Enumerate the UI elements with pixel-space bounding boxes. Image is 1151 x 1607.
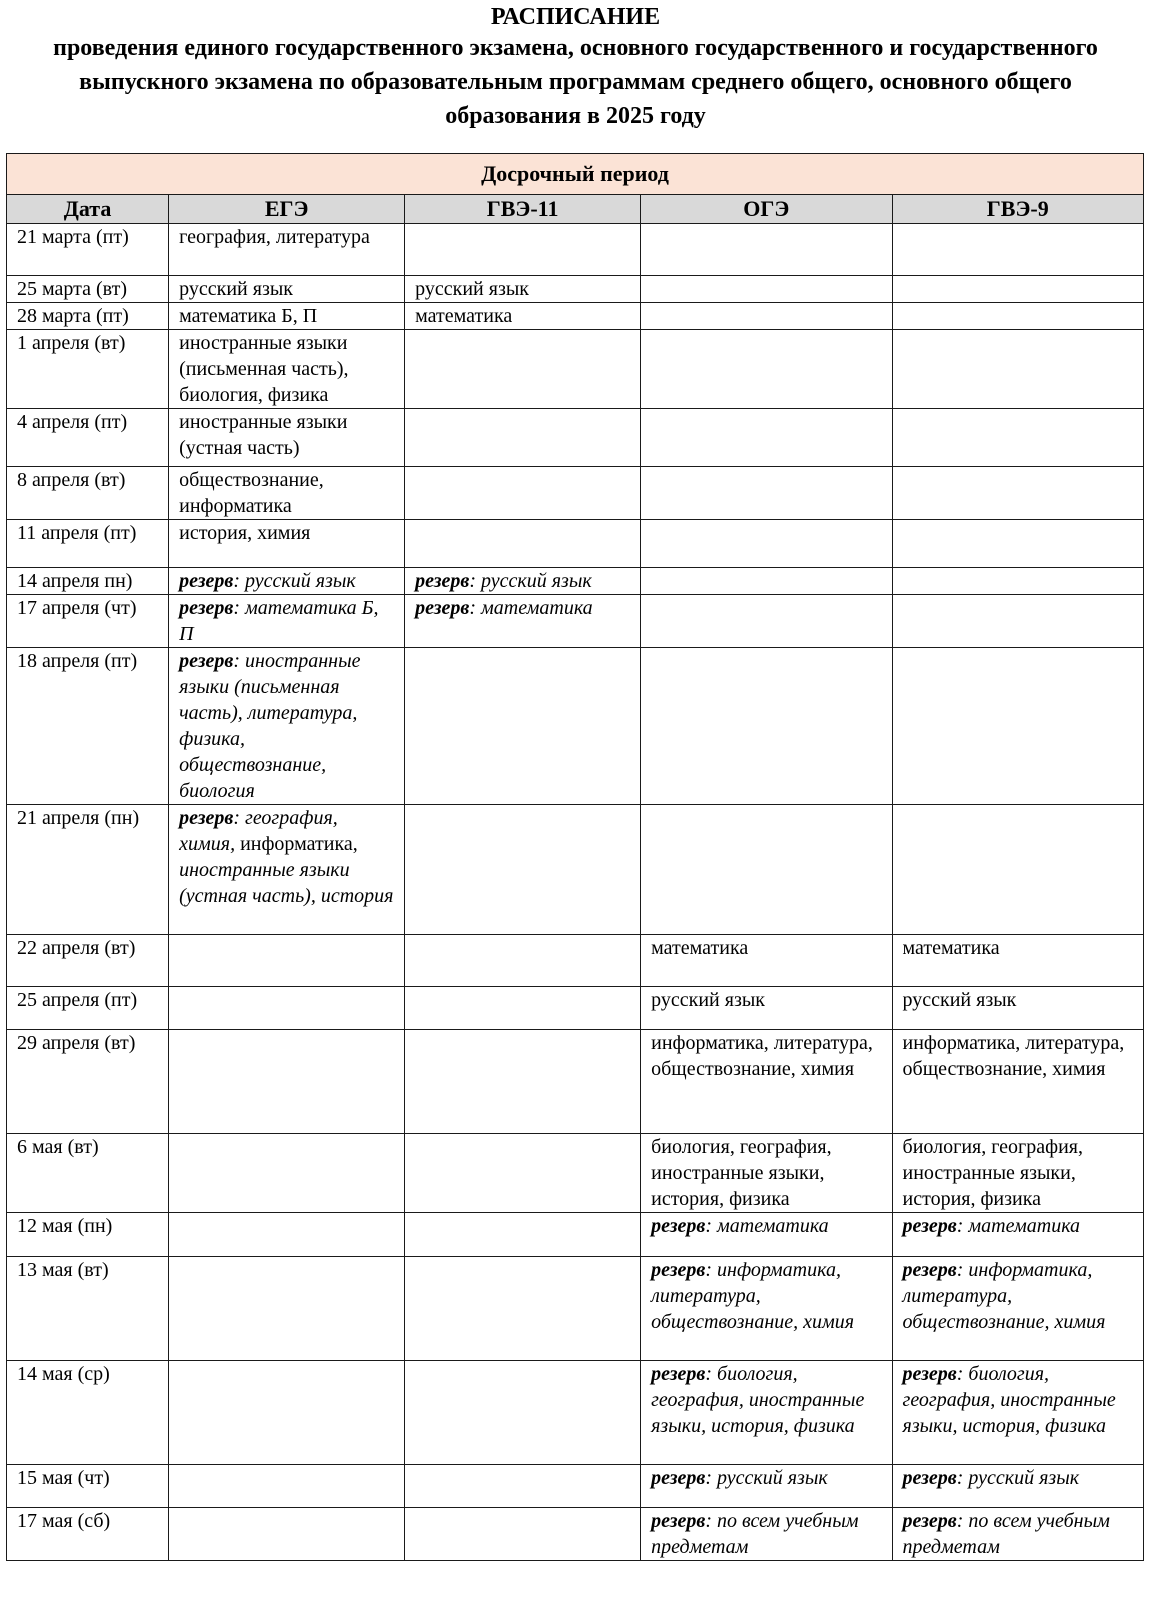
table-row [7,805,1144,935]
gve9-cell [892,409,1143,467]
reserve-label: резерв [179,807,234,829]
ege-cell [169,1361,405,1465]
gve11-cell [405,1361,641,1465]
table-row [7,303,1144,330]
period-row [7,154,1144,195]
date-cell: 17 мая (сб) [7,1508,169,1561]
oge-cell: математика [641,935,892,987]
ege-cell: резерв: математика Б, П [169,595,405,648]
column-header-gve11: ГВЭ-11 [405,195,641,224]
gve9-cell: русский язык [892,987,1143,1030]
date-cell: 13 мая (вт) [7,1257,169,1361]
ege-cell: иностранные языки (устная часть) [169,409,405,467]
gve9-cell [892,595,1143,648]
date-cell: 11 апреля (пт) [7,520,169,568]
ege-cell: иностранные языки (письменная часть), биология, физика [169,330,405,409]
table-row [7,330,1144,409]
date-cell: 1 апреля (вт) [7,330,169,409]
gve9-cell: резерв: математика [892,1213,1143,1257]
date-cell: 14 апреля пн) [7,568,169,595]
gve9-cell [892,805,1143,935]
ege-cell: обществознание, информатика [169,467,405,520]
date-cell: 25 апреля (пт) [7,987,169,1030]
gve9-cell [892,467,1143,520]
gve9-cell: биология, география, иностранные языки, история, физика [892,1134,1143,1213]
table-row [7,409,1144,467]
table-row [7,987,1144,1030]
reserve-label: резерв [902,1259,957,1281]
gve11-cell [405,1134,641,1213]
table-row [7,568,1144,595]
gve9-cell [892,330,1143,409]
oge-cell: русский язык [641,987,892,1030]
gve11-cell [405,330,641,409]
date-cell: 12 мая (пн) [7,1213,169,1257]
reserve-label: резерв [415,570,470,592]
gve11-cell [405,520,641,568]
reserve-label: резерв [902,1467,957,1489]
oge-cell: резерв: русский язык [641,1465,892,1508]
table-row [7,1257,1144,1361]
column-header-gve9: ГВЭ-9 [892,195,1143,224]
column-header-ege: ЕГЭ [169,195,405,224]
ege-cell: резерв: русский язык [169,568,405,595]
document-title: РАСПИСАНИЕ [490,4,661,30]
oge-cell [641,224,892,276]
table-row [7,467,1144,520]
gve9-cell: математика [892,935,1143,987]
table-row [7,595,1144,648]
gve11-cell: математика [405,303,641,330]
gve9-cell: резерв: русский язык [892,1465,1143,1508]
gve11-cell [405,1257,641,1361]
table-row [7,648,1144,805]
date-cell: 29 апреля (вт) [7,1030,169,1134]
reserve-label: резерв [179,650,234,672]
table-row [7,935,1144,987]
ege-cell [169,987,405,1030]
column-header-row [7,195,1144,224]
date-cell: 18 апреля (пт) [7,648,169,805]
date-cell: 22 апреля (вт) [7,935,169,987]
gve11-cell [405,805,641,935]
table-row [7,1134,1144,1213]
oge-cell [641,276,892,303]
ege-cell [169,1134,405,1213]
ege-cell: история, химия [169,520,405,568]
date-cell: 25 марта (вт) [7,276,169,303]
table-row [7,1465,1144,1508]
gve11-cell [405,648,641,805]
date-cell: 15 мая (чт) [7,1465,169,1508]
column-header-date: Дата [7,195,169,224]
oge-cell: информатика, литература, обществознание, химия [641,1030,892,1134]
gve9-cell: информатика, литература, обществознание, химия [892,1030,1143,1134]
table-row [7,1030,1144,1134]
gve11-cell [405,987,641,1030]
date-cell: 6 мая (вт) [7,1134,169,1213]
date-cell: 4 апреля (пт) [7,409,169,467]
reserve-label: резерв [179,570,234,592]
oge-cell [641,648,892,805]
table-row [7,520,1144,568]
ege-cell: география, литература [169,224,405,276]
table-row [7,1213,1144,1257]
table-row [7,1508,1144,1561]
gve11-cell [405,467,641,520]
gve11-cell [405,1213,641,1257]
period-header: Досрочный период [7,154,1144,195]
oge-cell: биология, география, иностранные языки, история, физика [641,1134,892,1213]
gve11-cell [405,935,641,987]
gve11-cell [405,1465,641,1508]
reserve-label: резерв [179,597,234,619]
reserve-label: резерв [902,1363,957,1385]
ege-cell [169,1508,405,1561]
ege-cell: резерв: иностранные языки (письменная часть), литература, физика, обществознание, биология [169,648,405,805]
gve11-cell [405,1508,641,1561]
ege-cell: резерв: география, химия, информатика, иностранные языки (устная часть), история [169,805,405,935]
reserve-label: резерв [651,1467,706,1489]
document-header [0,4,1151,133]
oge-cell [641,595,892,648]
table-row [7,224,1144,276]
reserve-label: резерв [651,1363,706,1385]
oge-cell [641,409,892,467]
oge-cell: резерв: математика [641,1213,892,1257]
gve11-cell [405,1030,641,1134]
gve9-cell: резерв: по всем учебным предметам [892,1508,1143,1561]
ege-cell [169,1213,405,1257]
gve11-cell: русский язык [405,276,641,303]
ege-cell [169,1465,405,1508]
oge-cell [641,520,892,568]
reserve-label: резерв [902,1215,957,1237]
oge-cell: резерв: биология, география, иностранные языки, история, физика [641,1361,892,1465]
table-row [7,1361,1144,1465]
gve11-cell [405,409,641,467]
ege-cell: математика Б, П [169,303,405,330]
date-cell: 17 апреля (чт) [7,595,169,648]
schedule-table [6,153,1144,1561]
oge-cell [641,303,892,330]
gve9-cell: резерв: биология, география, иностранные языки, история, физика [892,1361,1143,1465]
gve9-cell [892,648,1143,805]
date-cell: 21 марта (пт) [7,224,169,276]
date-cell: 28 марта (пт) [7,303,169,330]
gve9-cell [892,568,1143,595]
gve9-cell: резерв: информатика, литература, обществознание, химия [892,1257,1143,1361]
gve9-cell [892,276,1143,303]
ege-cell [169,1257,405,1361]
reserve-label: резерв [902,1510,957,1532]
document-subtitle: проведения единого государственного экзамена, основного государственного и государственного выпускного экзамена по образовательным программам среднего общего, основного общего образования в 2025 году [53,35,1098,129]
oge-cell [641,568,892,595]
gve11-cell: резерв: математика [405,595,641,648]
reserve-label: резерв [651,1259,706,1281]
gve11-cell: резерв: русский язык [405,568,641,595]
oge-cell: резерв: по всем учебным предметам [641,1508,892,1561]
ege-cell [169,935,405,987]
oge-cell [641,467,892,520]
reserve-label: резерв [651,1510,706,1532]
ege-cell: русский язык [169,276,405,303]
ege-cell [169,1030,405,1134]
gve9-cell [892,303,1143,330]
oge-cell [641,330,892,409]
oge-cell: резерв: информатика, литература, обществознание, химия [641,1257,892,1361]
date-cell: 8 апреля (вт) [7,467,169,520]
oge-cell [641,805,892,935]
date-cell: 21 апреля (пн) [7,805,169,935]
gve11-cell [405,224,641,276]
column-header-oge: ОГЭ [641,195,892,224]
gve9-cell [892,224,1143,276]
reserve-label: резерв [415,597,470,619]
table-row [7,276,1144,303]
gve9-cell [892,520,1143,568]
date-cell: 14 мая (ср) [7,1361,169,1465]
reserve-label: резерв [651,1215,706,1237]
